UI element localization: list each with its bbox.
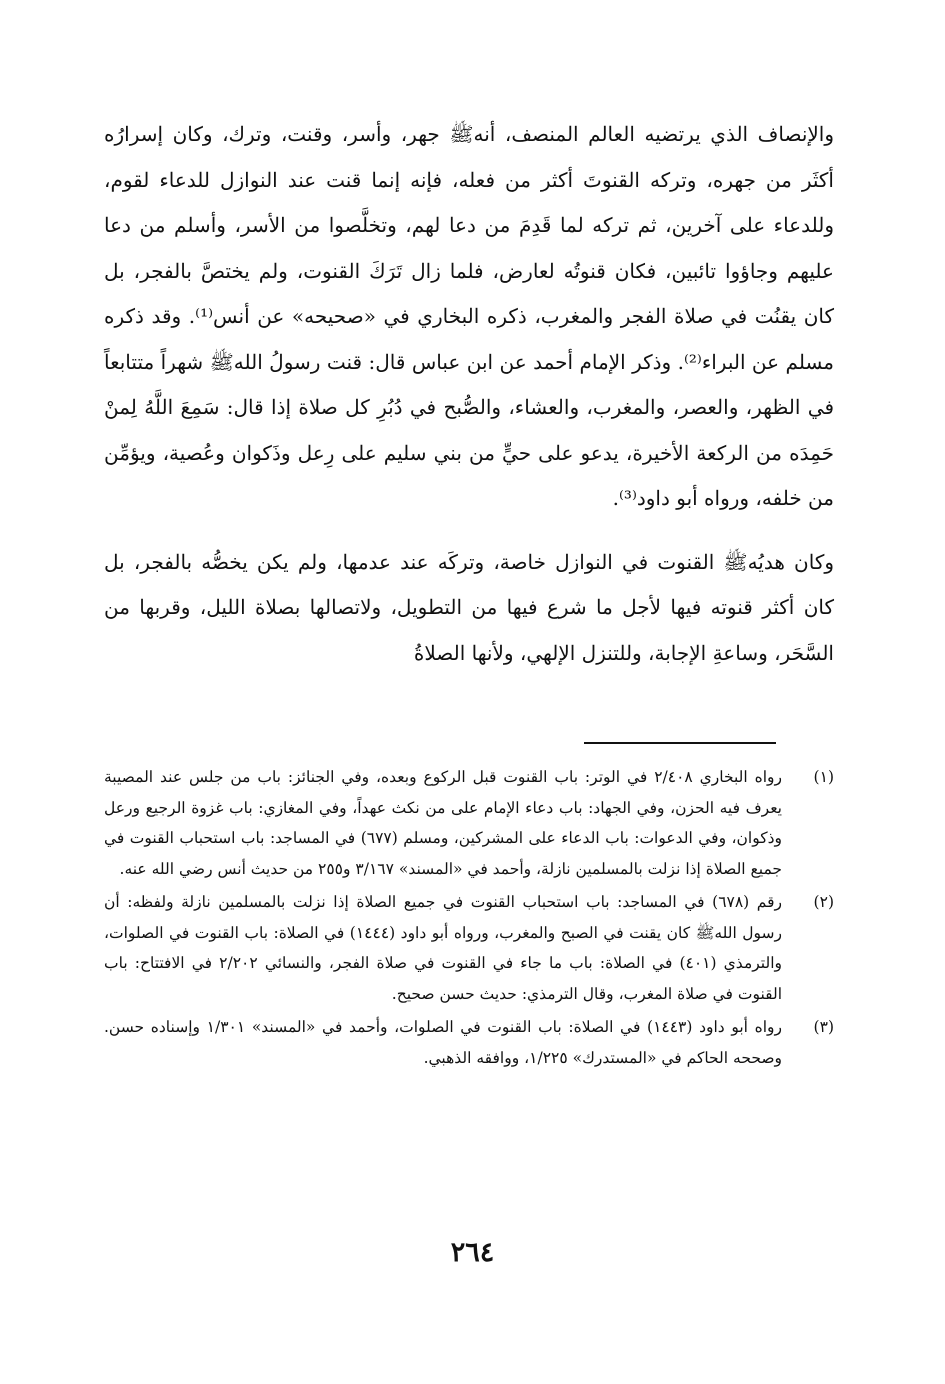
footnote — [104, 762, 834, 884]
footnote-number: (٢) — [813, 893, 834, 911]
footnote-text: رواه البخاري ٢/٤٠٨ في الوتر: باب القنوت قبل الركوع وبعده، وفي الجنائز: باب من جلس عند المصيبة يعرف فيه الحزن، وفي الجهاد: باب دعاء الإمام على من نكث عهداً، وفي المغازي: باب غزوة الرجيع ورعل وذكوان، وفي الدعوات: باب الدعاء على المشركين، ومسلم (٦٧٧) في المساجد: باب استحباب القنوت في جميع الصلاة إذا نزلت بالمسلمين نازلة، وأحمد في «المسند» ٣/١٦٧ و٢٥٥ من حديث أنس رضي الله عنه. — [104, 768, 782, 878]
body-paragraph: وكان هديُهﷺ القنوت في النوازل خاصة، وتركَه عند عدمها، ولم يكن يخصُّه بالفجر، بل كان أكثر قنوته فيها لأجل ما شرع فيها من التطويل، ولاتصالها بصلاة الليل، وقربها من السَّحَر، وساعةِ الإجابة، وللتنزل الإلهي، ولأنها الصلاةُ — [104, 549, 835, 665]
footnote — [104, 887, 834, 1009]
footnote-text: رواه أبو داود (١٤٤٣) في الصلاة: باب القنوت في الصلوات، وأحمد في «المسند» ١/٣٠١ وإسناده حسن. وصححه الحاكم في «المستدرك» ١/٢٢٥، ووافقه الذهبي. — [104, 1018, 782, 1067]
body-paragraph: والإنصاف الذي يرتضيه العالم المنصف، أنهﷺ جهر، وأسر، وقنت، وترك، وكان إسرارُه أكثَر من جهره، وتركه القنوتَ أكثر من فعله، فإنه إنما قنت عند النوازل للدعاء لقوم، وللدعاء على آخرين، ثم تركه لما قَدِمَ من دعا لهم، وتخلَّصوا من الأسر، وأسلم من دعا عليهم وجاؤوا تائبين، فكان قنوتُه لعارض، فلما زال تَرَكَ القنوت، ولم يختصَّ بالفجر، بل كان يقنُت في صلاة الفجر والمغرب، ذكره البخاري في «صحيحه» عن أنس⁽¹⁾. وقد ذكره مسلم عن البراء⁽²⁾. وذكر الإمام أحمد عن ابن عباس قال: قنت رسولُ اللهﷺ شهراً متتابعاً في الظهر، والعصر، والمغرب، والعشاء، والصُّبح في دُبُرِ كل صلاة إذا قال: سَمِعَ اللَّهُ لِمنْ حَمِدَه من الركعة الأخيرة، يدعو على حيٍّ من بني سليم على رِعل وذَكوان وعُصية، ويؤمِّن من خلفه، ورواه أبو داود⁽³⁾. — [104, 122, 835, 510]
footnote-number: (١) — [813, 768, 834, 786]
footnote-number: (٣) — [813, 1018, 834, 1036]
footnote-separator — [584, 742, 776, 744]
footnotes — [104, 762, 834, 1076]
footnote-text: رقم (٦٧٨) في المساجد: باب استحباب القنوت في جميع الصلاة إذا نزلت بالمسلمين نازلة ولفظه: أن رسول اللهﷺ كان يقنت في الصبح والمغرب، ورواه أبو داود (١٤٤٤) في الصلاة: باب القنوت في الصلوات، والترمذي (٤٠١) في الصلاة: باب ما جاء في القنوت في صلاة الفجر، والنسائي ٢/٢٠٢ في الافتتاح: باب القنوت في صلاة المغرب، وقال الترمذي: حديث حسن صحيح. — [104, 893, 782, 1003]
page-number: ٢٦٤ — [450, 1237, 495, 1268]
main-text — [104, 112, 834, 676]
footnote — [104, 1012, 834, 1073]
